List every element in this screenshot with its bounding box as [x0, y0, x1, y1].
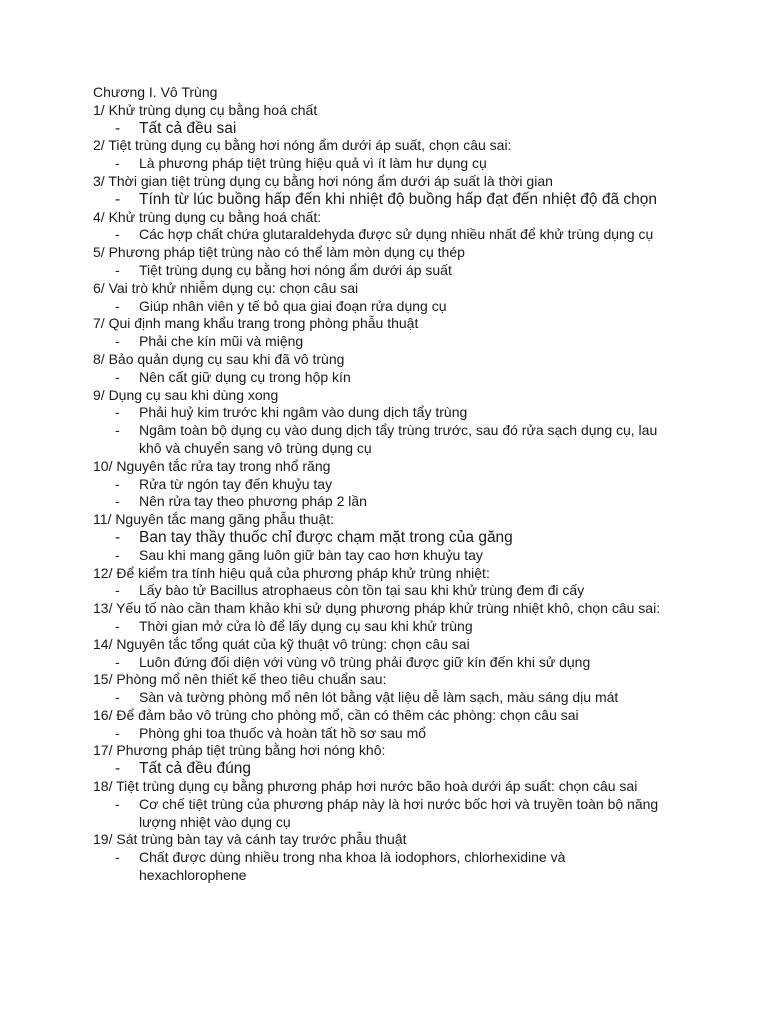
- answer-text: Là phương pháp tiệt trùng hiệu quả vì ít làm hư dụng cụ: [139, 155, 487, 172]
- bullet-dash: -: [115, 155, 120, 172]
- answer-16-1: [93, 725, 698, 743]
- bullet-dash: -: [115, 261, 120, 278]
- answer-text: Tất cả đều đúng: [139, 760, 252, 778]
- answer-text: Thời gian mở cửa lò để lấy dụng cụ sau khi khử trùng: [139, 617, 473, 634]
- bullet-dash: -: [115, 493, 120, 510]
- bullet-dash: -: [115, 849, 120, 866]
- answer-13-1: [93, 618, 698, 636]
- answer-11-2: [93, 547, 698, 565]
- bullet-dash: -: [115, 297, 120, 314]
- question-14: 14/ Nguyên tắc tổng quát của kỹ thuật vô trùng: chọn câu sai: [93, 635, 470, 652]
- answer-text: Cơ chế tiệt trùng của phương pháp này là hơi nước bốc hơi và truyền toàn bộ năng lượng nhiệt vào dụng cụ: [139, 795, 659, 830]
- question-9: 9/ Dụng cụ sau khi dùng xong: [93, 386, 279, 403]
- answer-7-1: [93, 333, 698, 351]
- answer-12-1: [93, 582, 698, 600]
- bullet-dash: -: [115, 368, 120, 385]
- answer-18-1: [93, 796, 679, 832]
- answer-text: Nên rửa tay theo phương pháp 2 lần: [139, 493, 367, 510]
- bullet-dash: -: [115, 617, 120, 634]
- answer-text: Sàn và tường phòng mổ nên lót bằng vật liệu dễ làm sạch, màu sáng dịu mát: [139, 689, 619, 706]
- question-6: 6/ Vai trò khử nhiễm dụng cụ: chọn câu sai: [93, 279, 359, 296]
- chapter-title: Chương I. Vô Trùng: [93, 84, 218, 100]
- answer-14-1: [93, 654, 698, 672]
- question-17: 17/ Phương pháp tiệt trùng bằng hơi nóng khô:: [93, 742, 386, 759]
- answer-text: Phải che kín mũi và miệng: [139, 333, 304, 350]
- answer-9-2: [93, 422, 679, 458]
- question-4: 4/ Khử trùng dụng cụ bằng hoá chất:: [93, 208, 322, 225]
- question-15: 15/ Phòng mổ nên thiết kế theo tiêu chuẩn sau:: [93, 671, 387, 688]
- answer-text: Các hợp chất chứa glutaraldehyda được sử dụng nhiều nhất để khử trùng dụng cụ: [139, 226, 654, 243]
- bullet-dash: -: [115, 333, 120, 350]
- bullet-dash: -: [115, 795, 120, 812]
- answer-text: Nên cất giữ dụng cụ trong hộp kín: [139, 368, 351, 385]
- answer-11-1: [93, 529, 698, 547]
- answer-17-1: [93, 760, 698, 778]
- answer-9-1: [93, 404, 698, 422]
- answer-text: Ban tay thầy thuốc chỉ được chạm mặt trong của găng: [139, 528, 513, 546]
- answer-text: Tất cả đều sai: [139, 119, 237, 137]
- answer-text: Lấy bào tử Bacillus atrophaeus còn tồn tại sau khi khử trùng đem đi cấy: [139, 582, 585, 599]
- answer-3-1: [93, 191, 698, 209]
- question-13: 13/ Yếu tố nào cần tham khảo khi sử dụng phương pháp khử trùng nhiệt khô, chọn câu sai:: [93, 600, 661, 617]
- bullet-dash: -: [115, 475, 120, 492]
- bullet-dash: -: [115, 582, 120, 599]
- answer-19-1: [93, 849, 589, 885]
- question-8: 8/ Bảo quản dụng cụ sau khi đã vô trùng: [93, 350, 345, 367]
- question-5: 5/ Phương pháp tiệt trùng nào có thể làm mòn dụng cụ thép: [93, 244, 465, 261]
- bullet-dash: -: [115, 119, 121, 137]
- question-2: 2/ Tiệt trùng dụng cụ bằng hơi nóng ẩm dưới áp suất, chọn câu sai:: [93, 137, 512, 154]
- answer-text: Luôn đứng đối diện với vùng vô trùng phải được giữ kín đến khi sử dụng: [139, 653, 591, 670]
- bullet-dash: -: [115, 190, 121, 208]
- answer-4-1: [93, 226, 679, 244]
- answer-text: Phòng ghi toa thuốc và hoàn tất hồ sơ sau mổ: [139, 724, 427, 741]
- answer-10-2: [93, 493, 698, 511]
- answer-text: Ngâm toàn bộ dụng cụ vào dung dịch tẩy trùng trước, sau đó rửa sạch dụng cụ, lau khô và chuyển sang vô trùng dụng cụ: [139, 422, 658, 456]
- answer-6-1: [93, 298, 698, 316]
- question-19: 19/ Sát trùng bàn tay và cánh tay trước phẫu thuật: [93, 831, 407, 848]
- bullet-dash: -: [115, 422, 120, 439]
- question-10: 10/ Nguyên tắc rửa tay trong nhổ răng: [93, 457, 331, 474]
- answer-8-1: [93, 369, 698, 387]
- answer-1-1: [93, 120, 698, 138]
- answer-text: Sau khi mang găng luôn giữ bàn tay cao hơn khuỷu tay: [139, 546, 483, 563]
- bullet-dash: -: [115, 528, 121, 546]
- question-18: 18/ Tiệt trùng dụng cụ bằng phương pháp hơi nước bão hoà dưới áp suất: chọn câu sai: [93, 778, 638, 795]
- answer-text: Chất được dùng nhiều trong nha khoa là iodophors, chlorhexidine và hexachlorophene: [139, 849, 566, 884]
- bullet-dash: -: [115, 226, 120, 243]
- answer-text: Tiệt trùng dụng cụ bằng hơi nóng ẩm dưới áp suất: [139, 261, 452, 278]
- bullet-dash: -: [115, 653, 120, 670]
- question-7: 7/ Qui định mang khẩu trang trong phòng phẫu thuật: [93, 315, 419, 332]
- answer-text: Phải huỷ kim trước khi ngâm vào dung dịch tẩy trùng: [139, 404, 468, 421]
- question-11: 11/ Nguyên tắc mang găng phẫu thuật:: [93, 511, 335, 528]
- answer-15-1: [93, 689, 698, 707]
- question-1: 1/ Khử trùng dụng cụ bằng hoá chất: [93, 101, 318, 118]
- answer-text: Rửa từ ngón tay đến khuỷu tay: [139, 475, 333, 492]
- answer-text: Giúp nhân viên y tế bỏ qua giai đoạn rửa dụng cụ: [139, 297, 447, 314]
- answer-2-1: [93, 155, 698, 173]
- bullet-dash: -: [115, 404, 120, 421]
- bullet-dash: -: [115, 760, 121, 778]
- answer-text: Tính từ lúc buồng hấp đến khi nhiệt độ buồng hấp đạt đến nhiệt độ đã chọn: [139, 190, 657, 208]
- question-3: 3/ Thời gian tiệt trùng dụng cụ bằng hơi nóng ẩm dưới áp suất là thời gian: [93, 172, 553, 189]
- bullet-dash: -: [115, 724, 120, 741]
- bullet-dash: -: [115, 689, 120, 706]
- question-12: 12/ Để kiểm tra tính hiệu quả của phương pháp khử trùng nhiệt:: [93, 564, 490, 581]
- bullet-dash: -: [115, 546, 120, 563]
- answer-5-1: [93, 262, 698, 280]
- question-16: 16/ Để đảm bảo vô trùng cho phòng mổ, cần có thêm các phòng: chọn câu sai: [93, 706, 579, 723]
- answer-10-1: [93, 476, 698, 494]
